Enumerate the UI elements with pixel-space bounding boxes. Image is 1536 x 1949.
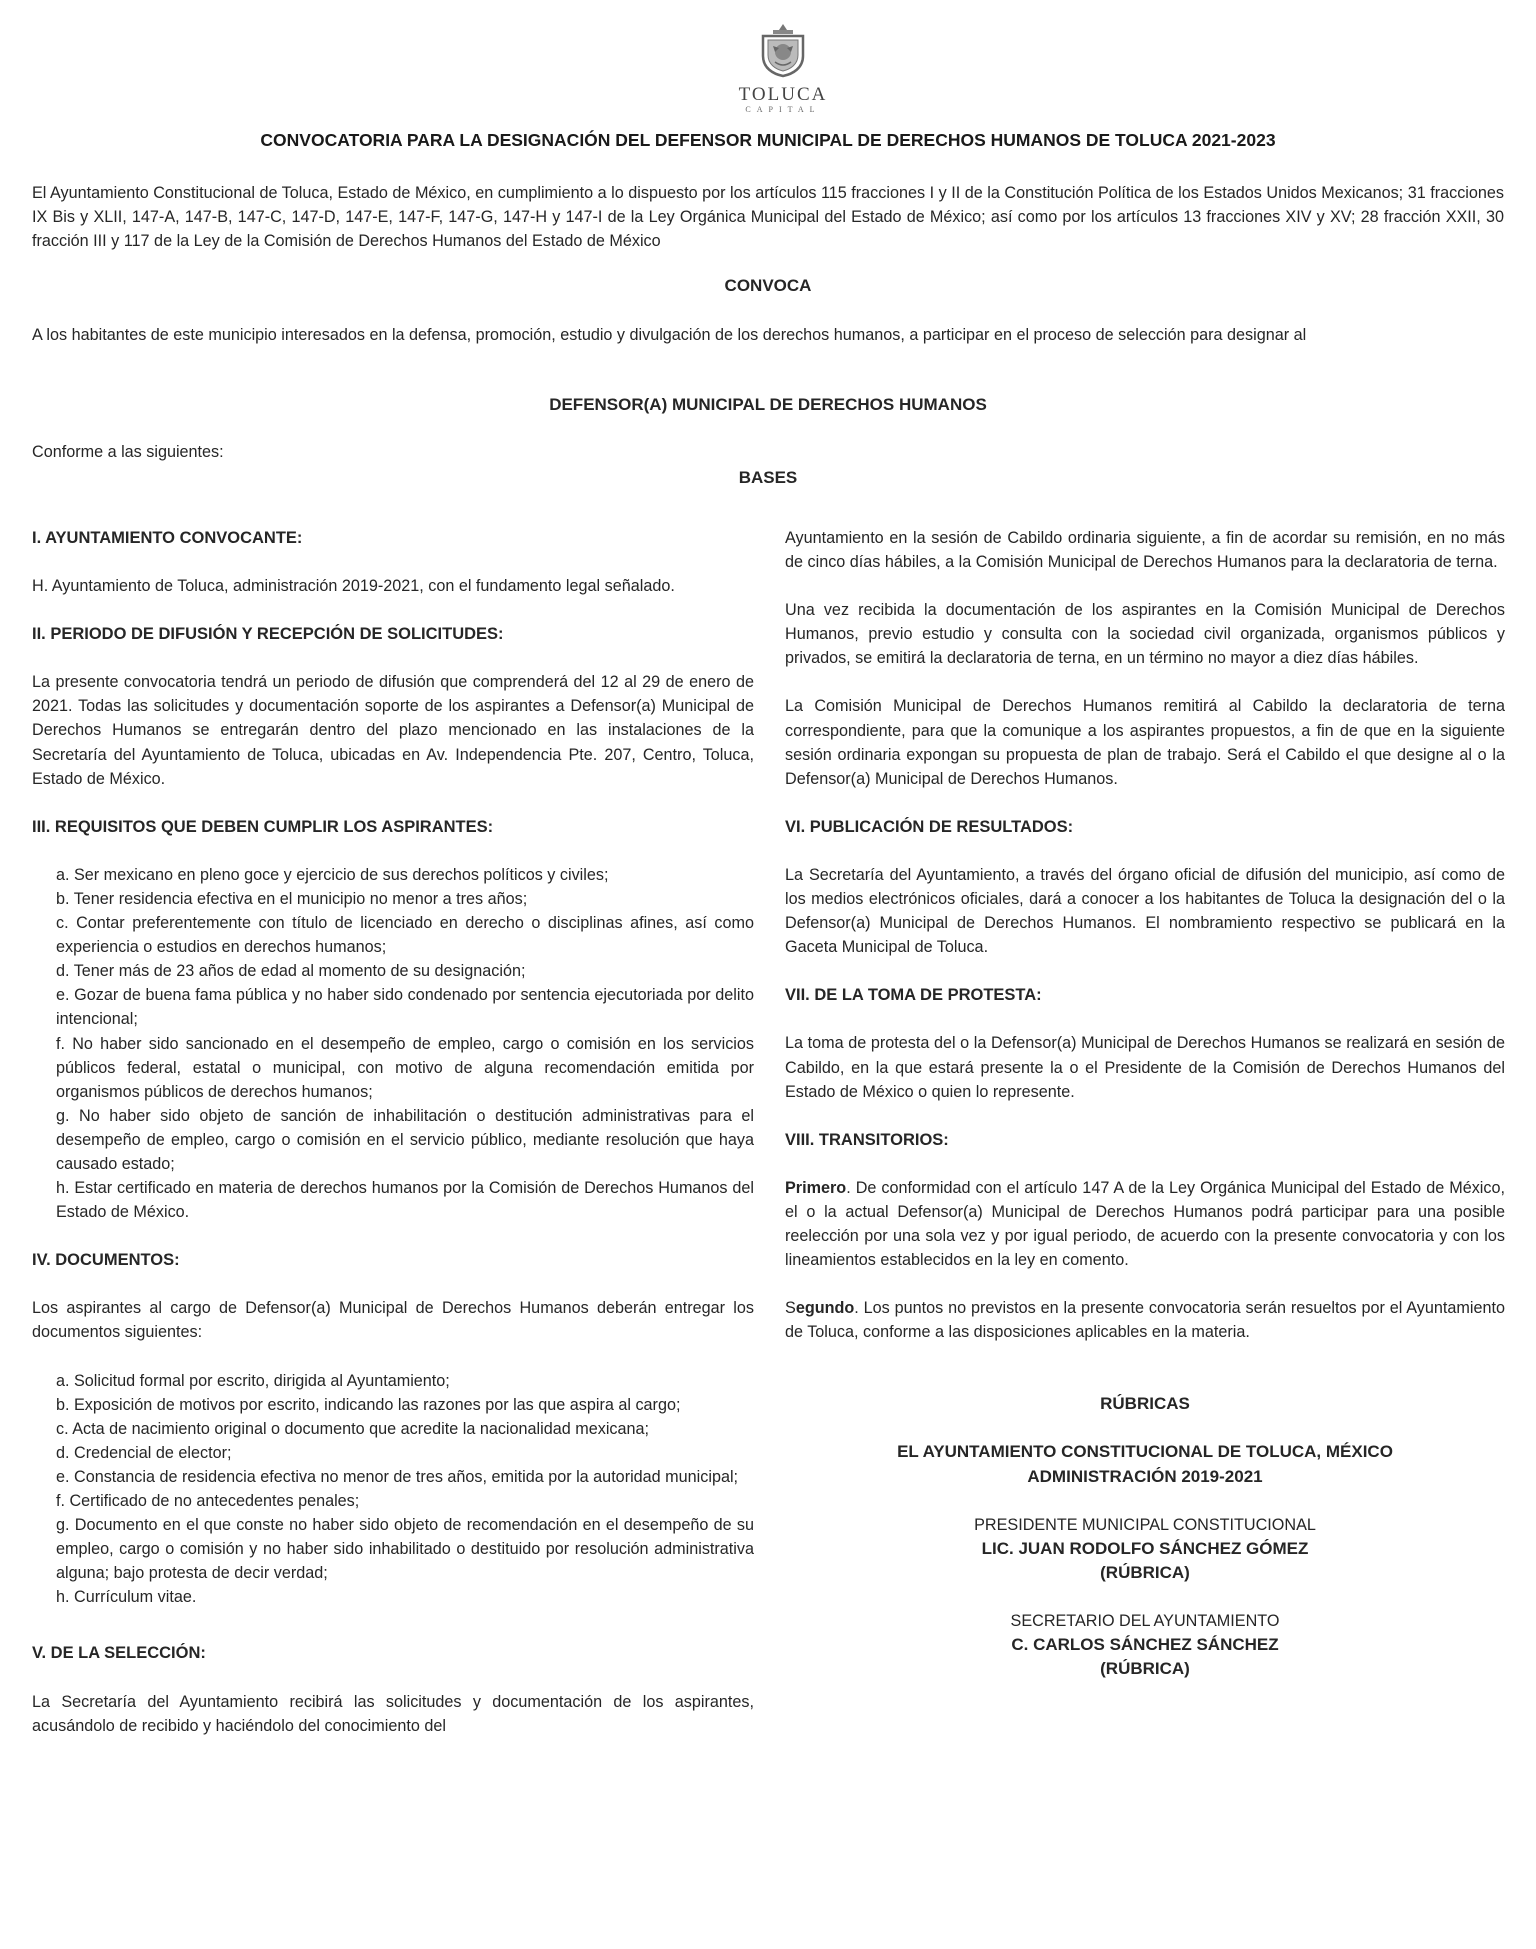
- president-role: PRESIDENTE MUNICIPAL CONSTITUCIONAL: [974, 1515, 1316, 1534]
- list-item: h. Currículum vitae.: [56, 1588, 197, 1607]
- documents-list: [56, 1369, 754, 1610]
- signatures-block: [785, 1392, 1505, 1681]
- primero-text: . De conformidad con el artículo 147 A de la Ley Orgánica Municipal del Estado de México, el o la actual Defensor(a) Municipal de Derechos Humanos podrá participar para una posible reelección por una sola vez y por igual periodo, de acuerdo con la presente convocatoria y con los lineamientos establecidos en la ley en comento.: [785, 1178, 1505, 1270]
- section-7-heading: VII. DE LA TOMA DE PROTESTA:: [785, 986, 1042, 1005]
- secretary-rubrica: (RÚBRICA): [1100, 1659, 1190, 1679]
- section-5-heading: V. DE LA SELECCIÓN:: [32, 1644, 206, 1663]
- section-4-text: Los aspirantes al cargo de Defensor(a) Municipal de Derechos Humanos deberán entregar los documentos siguientes:: [32, 1299, 754, 1342]
- section-1-heading: I. AYUNTAMIENTO CONVOCANTE:: [32, 529, 303, 547]
- list-item: b. Exposición de motivos por escrito, indicando las razones por las que aspira al cargo;: [56, 1395, 681, 1414]
- requirements-list: [56, 863, 754, 1224]
- section-5-text-3: La Comisión Municipal de Derechos Humanos remitirá al Cabildo la declaratoria de terna correspondiente, para que la comunique a los aspirantes propuestos, a fin de que en la siguiente sesión ordinaria expongan su propuesta de plan de trabajo. Será el Cabildo el que designe al o la Defensor(a) Municipal de Derechos Humanos.: [785, 697, 1505, 788]
- section-6-text: La Secretaría del Ayuntamiento, a través del órgano oficial de difusión del municipio, así como de los medios electrónicos oficiales, dará a conocer a los habitantes de Toluca la designación del o la Defensor(a) Municipal de Derechos Humanos. El nombramiento respectivo se publicará en la Gaceta Municipal de Toluca.: [785, 865, 1505, 957]
- section-5-text-left: La Secretaría del Ayuntamiento recibirá las solicitudes y documentación de los aspirantes, acusándolo de recibido y haciéndolo del conocimiento del: [32, 1692, 754, 1735]
- coat-of-arms-icon: [755, 22, 811, 78]
- convoca-heading: CONVOCA: [724, 276, 812, 295]
- list-item: d. Tener más de 23 años de edad al momento de su designación;: [56, 962, 526, 981]
- document-title: CONVOCATORIA PARA LA DESIGNACIÓN DEL DEFENSOR MUNICIPAL DE DERECHOS HUMANOS DE TOLUCA 2021-2023: [260, 130, 1276, 150]
- segundo-label: egundo: [795, 1299, 855, 1318]
- list-item: c. Acta de nacimiento original o documento que acredite la nacionalidad mexicana;: [56, 1419, 650, 1438]
- section-2-heading: II. PERIODO DE DIFUSIÓN Y RECEPCIÓN DE SOLICITUDES:: [32, 625, 504, 644]
- section-6-heading: VI. PUBLICACIÓN DE RESULTADOS:: [785, 817, 1074, 836]
- secretary-name: C. CARLOS SÁNCHEZ SÁNCHEZ: [1011, 1635, 1279, 1654]
- primero-label: Primero: [785, 1178, 847, 1197]
- list-item: f. No haber sido sancionado en el desempeño de empleo, cargo o comisión en los servicios públicos federal, estatal o municipal, con motivo de alguna recomendación emitida por organismos públicos de derechos humanos;: [56, 1034, 754, 1101]
- list-item: f. Certificado de no antecedentes penales;: [56, 1492, 360, 1510]
- section-5-text-right: Ayuntamiento en la sesión de Cabildo ordinaria siguiente, a fin de acordar su remisión, en no más de cinco días hábiles, a la Comisión Municipal de Derechos Humanos para la declaratoria de terna.: [785, 529, 1505, 572]
- section-3-heading: III. REQUISITOS QUE DEBEN CUMPLIR LOS ASPIRANTES:: [32, 817, 494, 836]
- defensor-heading: DEFENSOR(A) MUNICIPAL DE DERECHOS HUMANOS: [549, 395, 987, 414]
- list-item: e. Constancia de residencia efectiva no menor de tres años, emitida por la autoridad municipal;: [56, 1467, 739, 1486]
- section-8-heading: VIII. TRANSITORIOS:: [785, 1130, 949, 1149]
- toluca-logo: [738, 22, 828, 114]
- bases-heading: BASES: [738, 468, 798, 487]
- list-item: e. Gozar de buena fama pública y no haber sido condenado por sentencia ejecutoriada por delito intencional;: [56, 986, 754, 1029]
- left-column: [32, 526, 754, 1762]
- president-name: LIC. JUAN RODOLFO SÁNCHEZ GÓMEZ: [981, 1538, 1309, 1558]
- list-item: b. Tener residencia efectiva en el municipio no menor a tres años;: [56, 889, 528, 908]
- list-item: g. No haber sido objeto de sanción de inhabilitación o destitución administrativas para el desempeño de empleo, cargo o comisión en el servicio público, mediante resolución que haya causado estado;: [56, 1106, 754, 1173]
- list-item: a. Ser mexicano en pleno goce y ejercicio de sus derechos políticos y civiles;: [56, 865, 609, 884]
- entity-line-2: ADMINISTRACIÓN 2019-2021: [1027, 1466, 1263, 1486]
- section-7-text: La toma de protesta del o la Defensor(a) Municipal de Derechos Humanos se realizará en sesión de Cabildo, en la que estará presente la o el Presidente de la Comisión de Derechos Humanos del Estado de México o quien lo represente.: [785, 1034, 1505, 1101]
- logo-wordmark: TOLUCA: [738, 84, 828, 105]
- transitorio-primero: [785, 1176, 1505, 1272]
- segundo-initial: S: [785, 1299, 796, 1318]
- list-item: d. Credencial de elector;: [56, 1443, 232, 1462]
- list-item: a. Solicitud formal por escrito, dirigida al Ayuntamiento;: [56, 1371, 450, 1390]
- president-rubrica: (RÚBRICA): [1100, 1562, 1190, 1582]
- right-column: [785, 526, 1505, 1681]
- section-2-text: La presente convocatoria tendrá un periodo de difusión que comprenderá del 12 al 29 de enero de 2021. Todas las solicitudes y documentación soporte de los aspirantes a Defensor(a) Municipal de Derechos Humanos se entregarán dentro del plazo mencionado en las instalaciones de la Secretaría del Ayuntamiento de Toluca, ubicadas en Av. Independencia Pte. 207, Centro, Toluca, Estado de México.: [32, 673, 754, 788]
- logo-subtitle: CAPITAL: [745, 105, 821, 114]
- entity-line-1: EL AYUNTAMIENTO CONSTITUCIONAL DE TOLUCA, MÉXICO: [897, 1442, 1393, 1462]
- section-4-heading: IV. DOCUMENTOS:: [32, 1251, 180, 1270]
- segundo-text: . Los puntos no previstos en la presente convocatoria serán resueltos por el Ayuntamiento de Toluca, conforme a las disposiciones aplicables en la materia.: [785, 1299, 1505, 1342]
- intro-paragraph: El Ayuntamiento Constitucional de Toluca, Estado de México, en cumplimiento a lo dispuesto por los artículos 115 fracciones I y II de la Constitución Política de los Estados Unidos Mexicanos; 31 fracciones IX Bis y XLII, 147-A, 147-B, 147-C, 147-D, 147-E, 147-F, 147-G, 147-H y 147-I de la Ley Orgánica Municipal del Estado de México; así como por los artículos 13 fracciones XIV y XV; 28 fracción XXII, 30 fracción III y 117 de la Ley de la Comisión de Derechos Humanos del Estado de México: [32, 184, 1504, 250]
- rubricas-heading: RÚBRICAS: [1100, 1394, 1190, 1414]
- secretary-role: SECRETARIO DEL AYUNTAMIENTO: [1010, 1611, 1280, 1630]
- section-1-text: H. Ayuntamiento de Toluca, administración 2019-2021, con el fundamento legal señalado.: [32, 577, 675, 596]
- invite-paragraph: A los habitantes de este municipio interesados en la defensa, promoción, estudio y divulgación de los derechos humanos, a participar en el proceso de selección para designar al: [32, 326, 1307, 344]
- list-item: h. Estar certificado en materia de derechos humanos por la Comisión de Derechos Humanos del Estado de México.: [56, 1179, 754, 1222]
- section-5-text-2: Una vez recibida la documentación de los aspirantes en la Comisión Municipal de Derechos Humanos, previo estudio y consulta con la sociedad civil organizada, organismos públicos y privados, se emitirá la declaratoria de terna, en un término no mayor a diez días hábiles.: [785, 601, 1505, 668]
- list-item: c. Contar preferentemente con título de licenciado en derecho o disciplinas afines, así como experiencia o estudios en derechos humanos;: [56, 914, 754, 957]
- conforme-text: Conforme a las siguientes:: [32, 443, 224, 461]
- transitorio-segundo: [785, 1296, 1505, 1344]
- list-item: g. Documento en el que conste no haber sido objeto de recomendación en el desempeño de su empleo, cargo o comisión y no haber sido inhabilitado o destituido por resolución administrativa alguna; bajo protesta de decir verdad;: [56, 1516, 754, 1583]
